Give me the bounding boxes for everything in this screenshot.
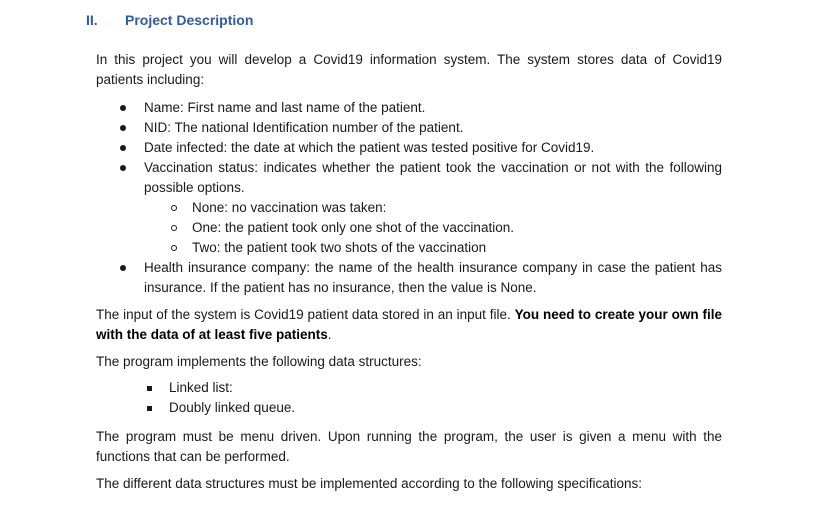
option-one: One: the patient took only one shot of the vaccination.: [192, 220, 514, 235]
option-none: None: no vaccination was taken:: [192, 200, 387, 215]
list-item: [144, 198, 722, 218]
circle-bullet-icon: [171, 205, 177, 211]
circle-bullet-icon: [171, 245, 177, 251]
option-two: Two: the patient took two shots of the vaccination: [192, 240, 487, 255]
list-item: [144, 238, 722, 258]
vaccination-options-list: [144, 198, 722, 258]
bullet-icon: [120, 165, 126, 171]
list-item: [96, 378, 295, 398]
structures-intro: The program implements the following data structures:: [96, 354, 422, 369]
list-item: [96, 118, 722, 138]
patient-fields-list: [96, 98, 722, 298]
section-number: II.: [86, 12, 98, 28]
list-item: [144, 218, 722, 238]
section-heading: [86, 12, 253, 28]
square-bullet-icon: [147, 386, 152, 391]
bullet-icon: [120, 105, 126, 111]
square-bullet-icon: [147, 406, 152, 411]
data-structures-list: [96, 378, 295, 418]
bullet-icon: [120, 145, 126, 151]
structure-doubly-linked-queue: Doubly linked queue.: [169, 400, 296, 415]
field-vaccination-status: Vaccination status: indicates whether the patient took the vaccination or not with the following possible options.: [144, 160, 722, 195]
list-item: [96, 138, 722, 158]
input-text-end: .: [327, 327, 332, 342]
list-item: [96, 398, 295, 418]
field-nid: NID: The national Identification number of the patient.: [144, 120, 464, 135]
specification-paragraph: The different data structures must be implemented according to the following specifications:: [96, 476, 643, 491]
list-item: [96, 258, 722, 298]
bullet-icon: [120, 265, 126, 271]
field-health-insurance: Health insurance company: the name of the health insurance company in case the patient has insurance. If the patient has no insurance, then the value is None.: [144, 260, 722, 295]
bullet-icon: [120, 125, 126, 131]
section-title: Project Description: [125, 12, 254, 28]
list-item: [96, 98, 722, 118]
structure-linked-list: Linked list:: [169, 380, 233, 395]
menu-paragraph: The program must be menu driven. Upon running the program, the user is given a menu with the functions that can be performed.: [96, 429, 722, 464]
input-paragraph: [96, 305, 722, 345]
field-name: Name: First name and last name of the patient.: [144, 100, 426, 115]
input-text: The input of the system is Covid19 patient data stored in an input file.: [96, 307, 515, 322]
intro-paragraph: In this project you will develop a Covid19 information system. The system stores data of Covid19 patients including:: [96, 52, 722, 87]
input-requirement-bold: You need to create your own file with the data of at least five patients: [96, 307, 722, 342]
circle-bullet-icon: [171, 225, 177, 231]
list-item: [96, 158, 722, 258]
field-date-infected: Date infected: the date at which the patient was tested positive for Covid19.: [144, 140, 595, 155]
